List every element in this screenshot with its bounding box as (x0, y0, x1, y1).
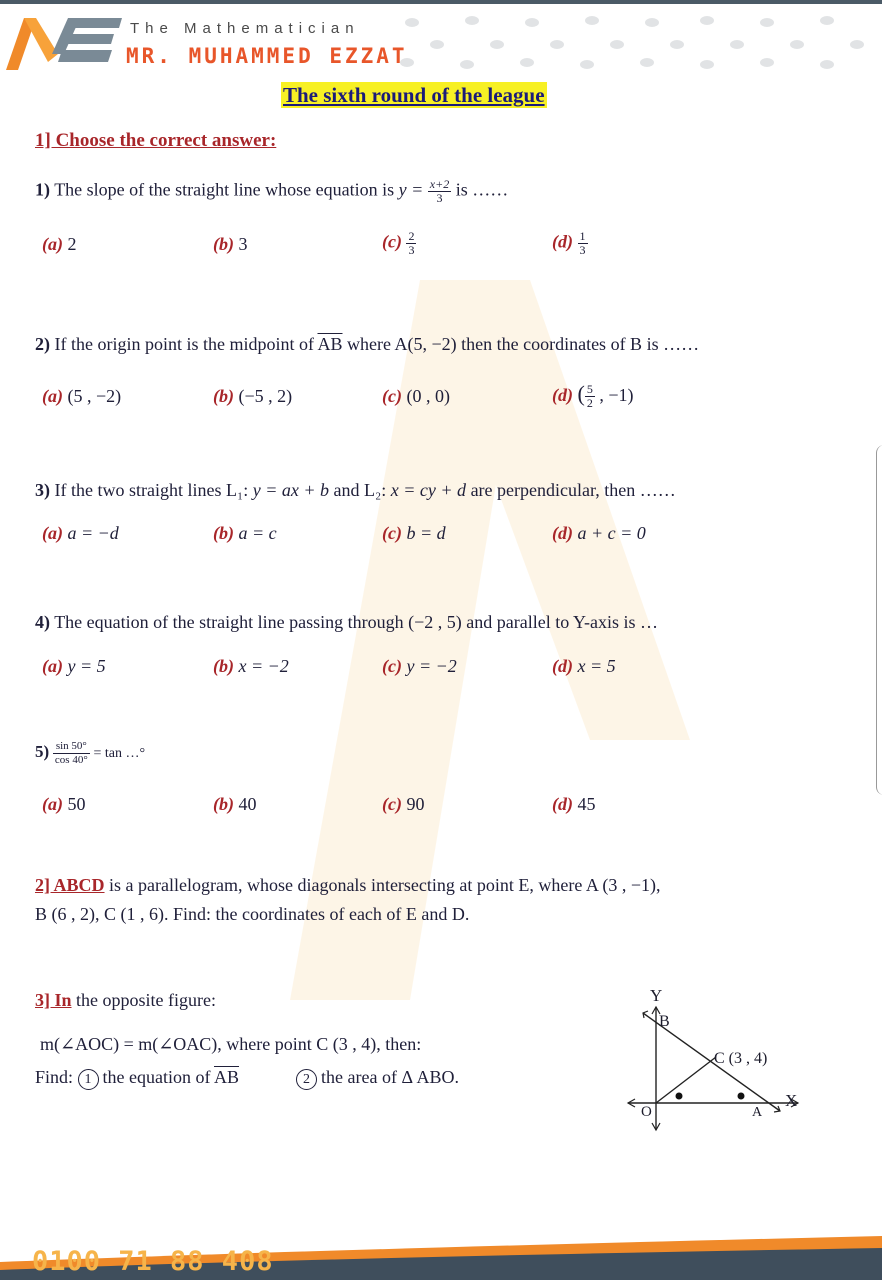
option-1a: (a) 2 (42, 234, 77, 254)
question-3: 3) If the two straight lines L₁: y = ax + b and L₂: x = cy + d are perpendicular, then …… (35, 480, 676, 500)
option-3b: (b) a = c (213, 523, 277, 543)
option-3c: (c) b = d (382, 523, 446, 543)
circled-number: 2 (296, 1069, 317, 1090)
section-heading-1: 1] Choose the correct answer: (35, 130, 277, 151)
page-title: The sixth round of the league (283, 83, 545, 107)
option-3a: (a) a = −d (42, 523, 119, 543)
option-5d: (d) 45 (552, 794, 596, 814)
section-2-problem: 2] ABCD is a parallelogram, whose diagonals intersecting at point E, where A (3 , −1), (35, 875, 661, 895)
option-1b: (b) 3 (213, 234, 248, 254)
question-1: 1) The slope of the straight line whose equation is y = $\frac{x+2}{3}$ is …… (35, 177, 509, 205)
segment-oc (656, 1057, 716, 1103)
top-border (0, 0, 882, 4)
section-2-problem-line2: B (6 , 2), C (1 , 6). Find: the coordinates of each of E and D. (35, 904, 470, 924)
option-3d: (d) a + c = 0 (552, 523, 646, 543)
option-4a: (a) y = 5 (42, 656, 106, 676)
figure-label-a: A (752, 1105, 763, 1120)
phone-number: 0100 71 88 408 (32, 1246, 274, 1277)
option-2d: (d) ( $\frac{5}{2}$ , −1) (552, 381, 634, 411)
option-5c: (c) 90 (382, 794, 425, 814)
page-edge (876, 445, 882, 795)
option-2b: (b) (−5 , 2) (213, 386, 293, 406)
option-2a: (a) (5 , −2) (42, 386, 122, 406)
option-1c: (c) $\frac{2}{3}$ (382, 229, 415, 257)
option-4c: (c) y = −2 (382, 656, 457, 676)
option-1d: (d) $\frac{1}{3}$ (552, 229, 586, 257)
figure-label-b: B (659, 1013, 670, 1030)
circled-number: 1 (78, 1069, 99, 1090)
section-3-condition: m(∠AOC) = m(∠OAC), where point C (3 , 4), then: (40, 1034, 422, 1054)
section-3-tasks: Find: 1 the equation of $\overline{AB}$ 2 the area of Δ ABO. (35, 1067, 459, 1090)
option-2c: (c) (0 , 0) (382, 386, 450, 406)
logo-mark-icon (2, 10, 126, 74)
option-5a: (a) 50 (42, 794, 86, 814)
figure-label-c: C (3 , 4) (714, 1050, 768, 1067)
question-4: 4) The equation of the straight line passing through (−2 , 5) and parallel to Y-axis is … (35, 612, 659, 632)
logo (2, 10, 126, 74)
logo-subtitle: The Mathematician (130, 20, 360, 37)
teacher-name: MR. MUHAMMED EZZAT (126, 44, 408, 68)
option-5b: (b) 40 (213, 794, 257, 814)
option-4d: (d) x = 5 (552, 656, 616, 676)
figure-label-o: O (641, 1104, 652, 1120)
figure-label-x: X (785, 1091, 798, 1110)
option-4b: (b) x = −2 (213, 656, 289, 676)
fraction: $\frac{x+2}{3}$ (429, 177, 450, 205)
angle-mark (738, 1093, 745, 1100)
figure-label-y: Y (650, 986, 663, 1005)
section-3-heading: 3] In the opposite figure: (35, 990, 216, 1010)
question-5: 5) $\frac{\sin 50^\circ}{\cos 40^\circ}$ = tan …° (35, 740, 146, 766)
question-2: 2) If the origin point is the midpoint of $\overline{AB}$ where A(5, −2) then the coordinates of B is …… (35, 334, 700, 354)
angle-mark (676, 1093, 683, 1100)
